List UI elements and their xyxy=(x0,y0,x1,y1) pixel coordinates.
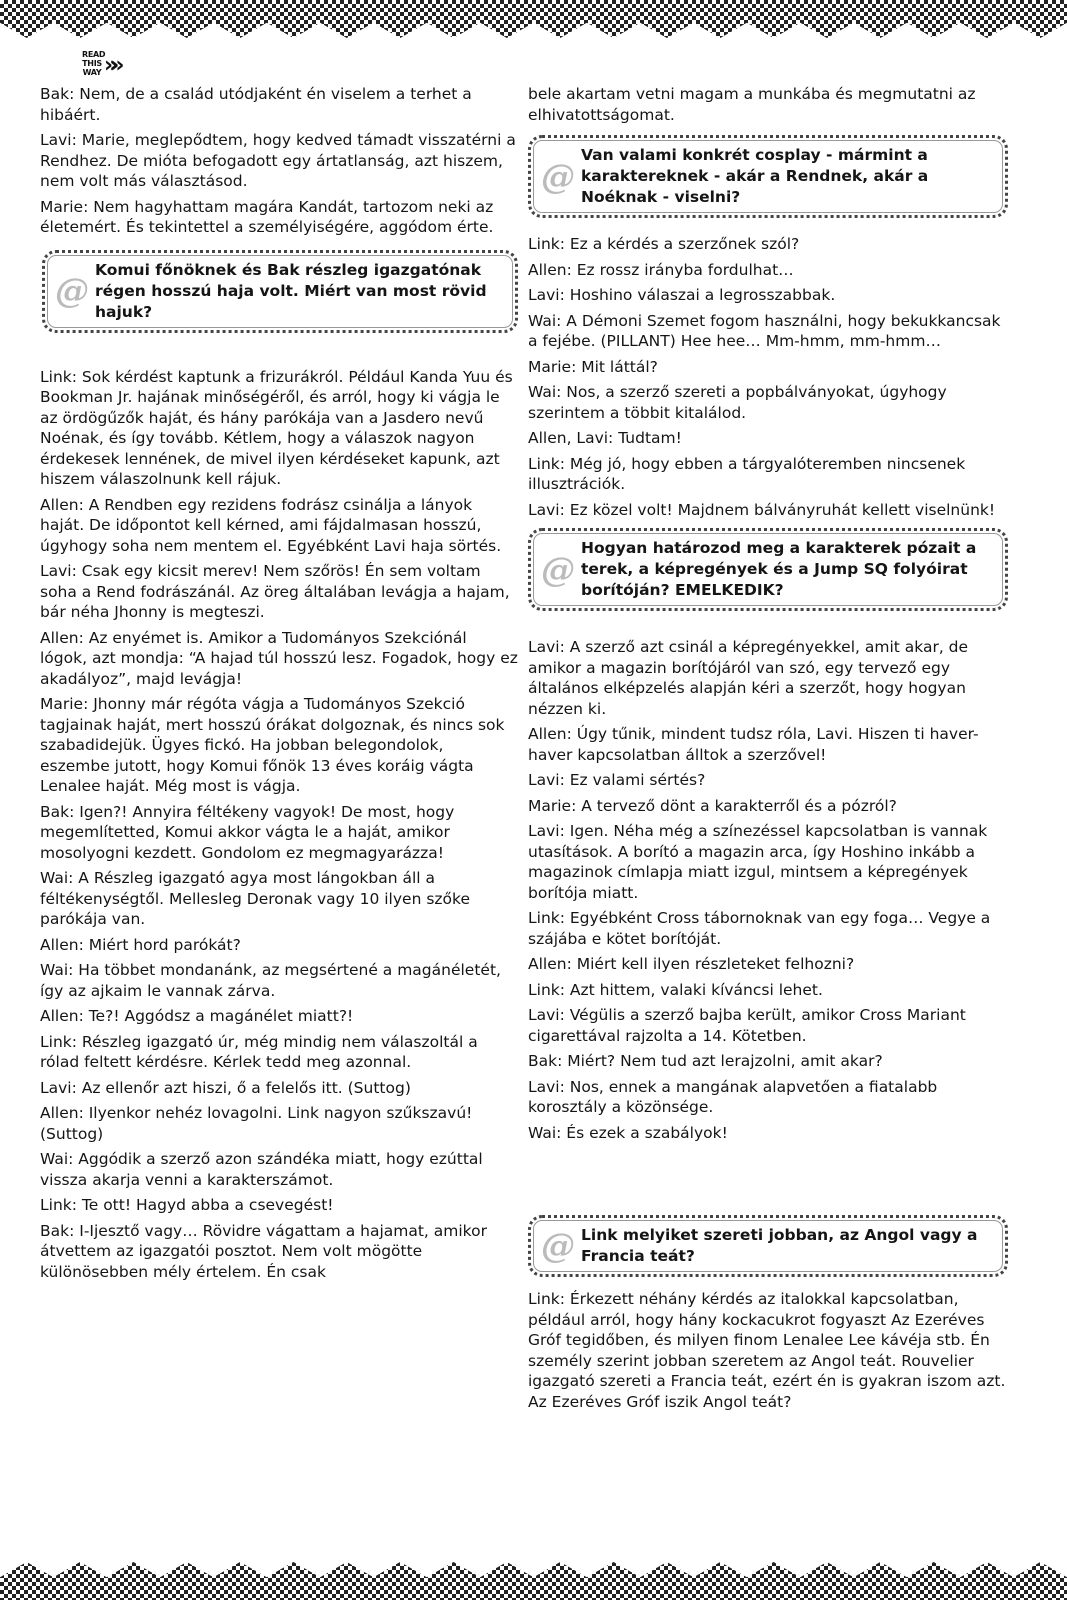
dialogue-line: Lavi: Ez közel volt! Majdnem bálványruhát kellett viselnünk! xyxy=(528,500,996,519)
question-icon: @ xyxy=(541,1226,575,1266)
dialogue-line: Lavi: Nos, ennek a mangának alapvetően a fiatalabb korosztály a közönsége. xyxy=(528,1077,938,1116)
dialogue-line: Lavi: Marie, meglepődtem, hogy kedved támadt visszatérni a Rendhez. De mióta befogadott egy ártatlanság, azt hiszem, nem volt más választásod. xyxy=(40,131,516,190)
dialogue-line: Lavi: Igen. Néha még a színezéssel kapcsolatban is vannak utasítások. A borító a magazin arca, így Hoshino inkább a magazinok címlapja miatt izgul, mintsem a képregények borítója miatt. xyxy=(528,822,988,902)
dialogue-line: Allen: A Rendben egy rezidens fodrász csinálja a lányok haját. De időpontot kell kérned, ami fájdalmasan hosszú, úgyhogy soha nem mentem el. Egyébként Lavi haja sörtés. xyxy=(40,495,502,555)
dialogue-line: Marie: Mit láttál? xyxy=(528,357,658,376)
dialogue-line: Marie: Jhonny már régóta vágja a Tudományos Szekció tagjainak haját, mert hosszú órákat dolgoznak, és nincs sok szabadidejük. Ügyes fickó. Ha jobban belegondolok, eszembe jutott, hogy Komui főnök 13 éves koráig vágta Lenalee haját. Még most is vágja. xyxy=(40,695,505,795)
dialogue-line: bele akartam vetni magam a munkába és megmutatni az elhivatottságomat. xyxy=(528,85,976,124)
dialogue-line: Lavi: Végülis a szerző bajba került, amikor Cross Mariant cigarettával rajzolta a 14. Kötetben. xyxy=(528,1006,966,1045)
dialogue-line: Allen: Te?! Aggódsz a magánélet miatt?! xyxy=(40,1007,354,1025)
dialogue-line: Wai: A Részleg igazgató agya most lángokban áll a féltékenységtől. Mellesleg Deronak vagy 10 ilyen szőke parókája van. xyxy=(40,869,470,928)
badge-line: READ xyxy=(82,50,106,59)
badge-line: WAY xyxy=(82,68,102,77)
question-icon: @ xyxy=(55,271,89,311)
dialogue-line: Marie: A tervező dönt a karakterről és a pózról? xyxy=(528,796,897,815)
question-text: Van valami konkrét cosplay - mármint a karaktereknek - akár a Rendnek, akár a Noéknak - viselni? xyxy=(581,146,929,206)
dialogue-line: Wai: Aggódik a szerző azon szándéka miatt, hogy ezúttal vissza akarja venni a karakterszámot. xyxy=(40,1150,483,1189)
dialogue-line: Lavi: Az ellenőr azt hiszi, ő a felelős itt. (Suttog) xyxy=(40,1078,411,1097)
question-icon: @ xyxy=(541,549,575,590)
dialogue-line: Allen: Az enyémet is. Amikor a Tudományos Szekciónál lógok, azt mondja: “A hajad túl hosszú lesz. Fogadok, hogy ez akadályoz”, majd levágja! xyxy=(40,628,518,688)
dialogue-line: Wai: A Démoni Szemet fogom használni, hogy bekukkancsak a fejébe. (PILLANT) Hee hee… Mm-hmm, mm-hmm… xyxy=(528,311,1001,350)
read-this-way-badge xyxy=(74,50,130,86)
dialogue-line: Lavi: Csak egy kicsit merev! Nem szőrös! Én sem voltam soha a Rend fodrászánál. Az öreg általában levágja a hajam, bár néha Jhonny is megteszi. xyxy=(40,562,510,621)
dialogue-line: Allen: Miért hord parókát? xyxy=(40,935,241,954)
dialogue-line: Allen: Ilyenkor nehéz lovagolni. Link nagyon szűkszavú! (Suttog) xyxy=(40,1104,473,1143)
question-box xyxy=(528,528,1008,611)
question-icon: @ xyxy=(541,156,575,197)
question-box xyxy=(528,1215,1008,1277)
dialogue-line: Bak: Miért? Nem tud azt lerajzolni, amit akar? xyxy=(528,1052,883,1070)
question-text: Hogyan határozod meg a karakterek pózait a terek, a képregények és a Jump SQ folyóirat borítóján? EMELKEDIK? xyxy=(581,539,977,599)
badge-line: THIS xyxy=(82,59,102,68)
dialogue-line: Link: Részleg igazgató úr, még mindig nem válaszoltál a rólad feltett kérdésre. Kérlek tedd meg azonnal. xyxy=(40,1032,478,1071)
dialogue-line: Link: Egyébként Cross tábornoknak van egy foga… Vegye a szájába e kötet borítóját. xyxy=(528,909,991,948)
dialogue-line: Allen: Ez rossz irányba fordulhat… xyxy=(528,260,794,279)
dialogue-line: Bak: Nem, de a család utódjaként én viselem a terhet a hibáért. xyxy=(40,85,472,124)
top-checker-border xyxy=(0,0,1067,38)
read-this-way-label xyxy=(82,50,106,77)
dialogue-line: Allen: Úgy tűnik, mindent tudsz róla, Lavi. Hiszen ti haver-haver kapcsolatban álltok a szerzővel! xyxy=(528,725,979,764)
arrow-right-icon: »» xyxy=(104,53,117,78)
question-box xyxy=(42,250,518,333)
dialogue-line: Allen, Lavi: Tudtam! xyxy=(528,429,682,447)
dialogue-line: Lavi: Hoshino válaszai a legrosszabbak. xyxy=(528,286,836,304)
dialogue-line: Bak: Igen?! Annyira féltékeny vagyok! De most, hogy megemlítetted, Komui akkor vágta le a haját, amikor mosolyogni kezdett. Gondolom ez megmagyarázza! xyxy=(40,802,455,862)
dialogue-line: Link: Sok kérdést kaptunk a frizurákról. Például Kanda Yuu és Bookman Jr. hajának minőségéről, és arról, hogy ki vágja le az ördögűzők haját, és hány parókája van a Jasdero nevű Noénak, és így tovább. Kétlem, hogy a válaszok nagyon érdekesek lennének, de mivel ilyen kérdéseket kapunk, azt hiszem válaszolnunk kell rájuk. xyxy=(40,367,513,488)
dialogue-line: Marie: Nem hagyhattam magára Kandát, tartozom neki az életemért. És tekintettel a személyiségére, aggódom érte. xyxy=(40,197,494,236)
dialogue-line: Allen: Miért kell ilyen részleteket felhozni? xyxy=(528,955,855,973)
question-text: Link melyiket szereti jobban, az Angol vagy a Francia teát? xyxy=(581,1226,978,1265)
dialogue-line: Link: Te ott! Hagyd abba a csevegést! xyxy=(40,1196,334,1214)
dialogue-line: Wai: Nos, a szerző szereti a popbálványokat, úgyhogy szerintem a többit kitalálod. xyxy=(528,383,947,422)
question-text: Komui főnöknek és Bak részleg igazgatónak régen hosszú haja volt. Miért van most rövid hajuk? xyxy=(95,260,487,321)
dialogue-line: Link: Ez a kérdés a szerzőnek szól? xyxy=(528,235,800,253)
dialogue-line: Wai: És ezek a szabályok! xyxy=(528,1123,728,1142)
question-box xyxy=(528,135,1008,218)
dialogue-line: Lavi: A szerző azt csinál a képregényekkel, amit akar, de amikor a magazin borítójáról van szó, egy tervező egy általános elképzelés alapján kéri a szerzőt, hogy hogyan nézzen ki. xyxy=(528,638,969,718)
dialogue-line: Link: Azt hittem, valaki kíváncsi lehet. xyxy=(528,980,823,999)
right-column xyxy=(528,84,1008,1417)
dialogue-line: Bak: I-Ijesztő vagy… Rövidre vágattam a hajamat, amikor átvettem az igazgatói posztot. Nem volt mögötte különösebben mély értelem. Én csak xyxy=(40,1221,487,1281)
left-column xyxy=(40,84,518,1287)
bottom-checker-border xyxy=(0,1562,1067,1600)
dialogue-line: Link: Még jó, hogy ebben a tárgyalóteremben nincsenek illusztrációk. xyxy=(528,454,966,493)
dialogue-line: Link: Érkezett néhány kérdés az italokkal kapcsolatban, például arról, hogy hány kockacukrot fogyaszt Az Ezeréves Gróf tegidőben, és milyen finom Lenalee Lee kávéja stb. Én személy szerint jobban szeretem az Angol teát. Rouvelier igazgató szereti a Francia teát, ezért én is gyakran iszom azt. Az Ezeréves Gróf iszik Angol teát? xyxy=(528,1290,1006,1411)
dialogue-line: Wai: Ha többet mondanánk, az megsértené a magánéletét, így az ajkaim le vannak zárva. xyxy=(40,961,501,1000)
dialogue-line: Lavi: Ez valami sértés? xyxy=(528,771,706,789)
